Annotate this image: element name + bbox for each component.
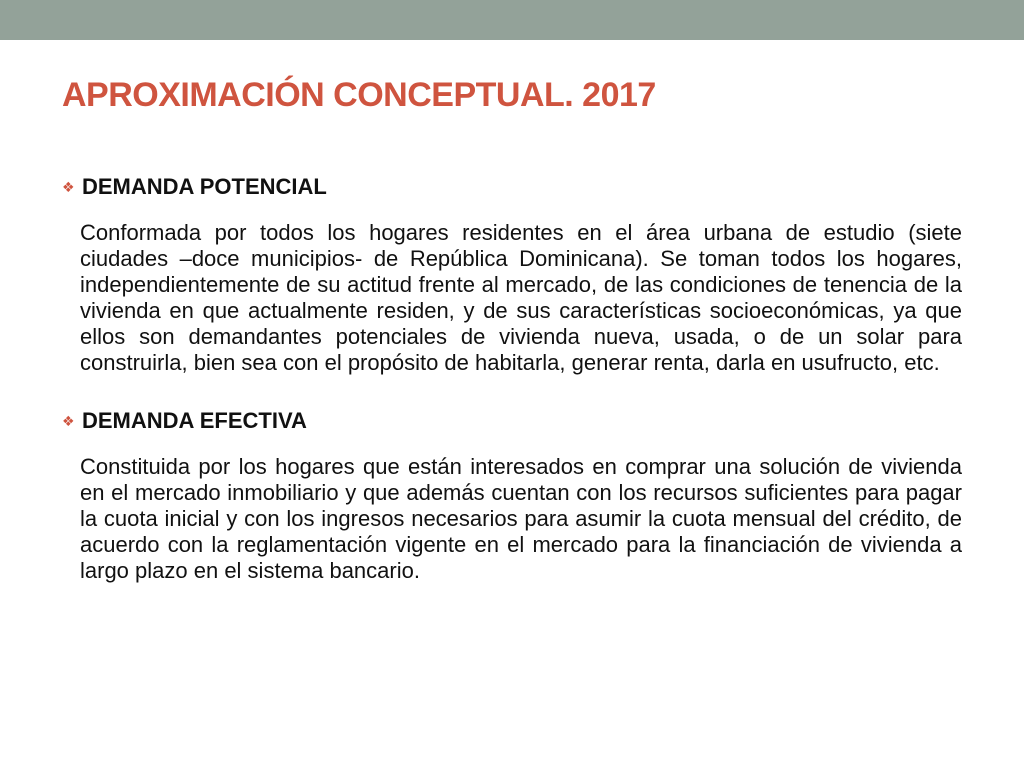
section-demanda-efectiva <box>62 404 962 584</box>
diamond-bullet-icon: ❖ <box>62 178 75 195</box>
section-demanda-potencial <box>62 170 962 376</box>
slide-content <box>62 170 962 584</box>
section-body-text: Conformada por todos los hogares residentes en el área urbana de estudio (siete ciudades –doce municipios- de República Dominicana). Se toman todos los hogares, independientemente de su actitud frente al mercado, de las condiciones de tenencia de la vivienda en que actualmente residen, y de sus características socioeconómicas, ya que ellos son demandantes potenciales de vivienda nueva, usada, o de un solar para construirla, bien sea con el propósito de habitarla, generar renta, darla en usufructo, etc. <box>80 220 962 375</box>
section-heading <box>62 404 962 438</box>
diamond-bullet-icon: ❖ <box>62 412 75 429</box>
section-heading-text: DEMANDA EFECTIVA <box>82 408 307 433</box>
section-heading-text: DEMANDA POTENCIAL <box>82 174 327 199</box>
section-body-text: Constituida por los hogares que están interesados en comprar una solución de vivienda en el mercado inmobiliario y que además cuentan con los recursos suficientes para pagar la cuota inicial y con los ingresos necesarios para asumir la cuota mensual del crédito, de acuerdo con la reglamentación vigente en el mercado para la financiación de vivienda a largo plazo en el sistema bancario. <box>80 454 962 583</box>
section-spacer <box>62 376 962 404</box>
top-accent-bar <box>0 0 1024 40</box>
slide-title: APROXIMACIÓN CONCEPTUAL. 2017 <box>62 76 656 114</box>
section-heading <box>62 170 962 204</box>
